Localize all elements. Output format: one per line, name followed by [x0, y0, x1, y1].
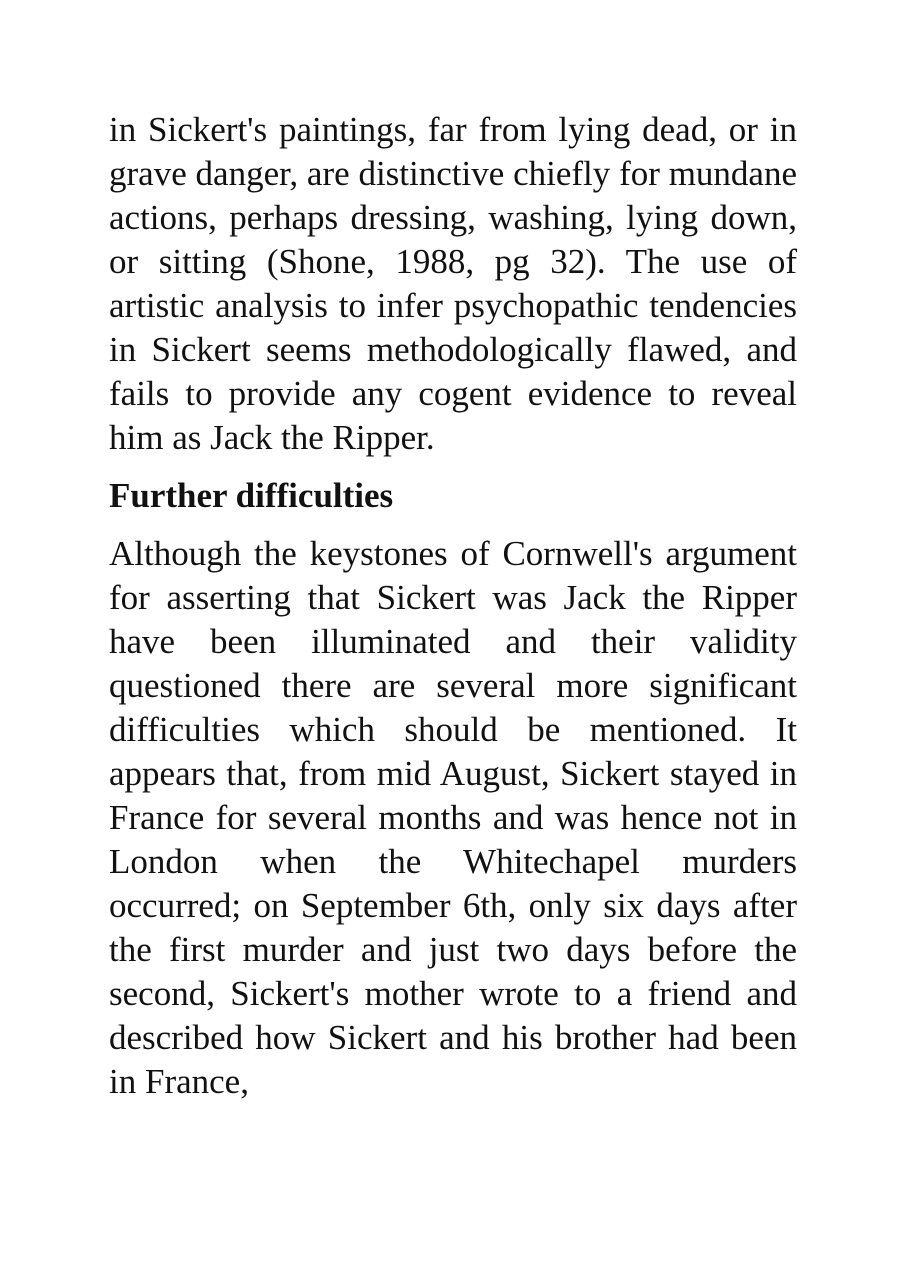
body-paragraph-2: Although the keystones of Cornwell's argument for asserting that Sickert was Jack the Ripper have been illuminated and their validity questioned there are several more significant difficulties which should be mentioned. It appears that, from mid August, Sickert stayed in France for several months and was hence not in London when the Whitechapel murders occurred; on September 6th, only six days after the first murder and just two days before the second, Sickert's mother wrote to a friend and described how Sickert and his brother had been in France,: [109, 534, 797, 1101]
body-paragraph-1: in Sickert's paintings, far from lying dead, or in grave danger, are distinctive chiefly for mundane actions, perhaps dressing, washing, lying down, or sitting (Shone, 1988, pg 32). The use of artistic analysis to infer psychopathic tendencies in Sickert seems methodologically flawed, and fails to provide any cogent evidence to reveal him as Jack the Ripper.: [109, 110, 797, 457]
document-page: [109, 108, 797, 1104]
section-heading: Further difficulties: [109, 476, 394, 515]
